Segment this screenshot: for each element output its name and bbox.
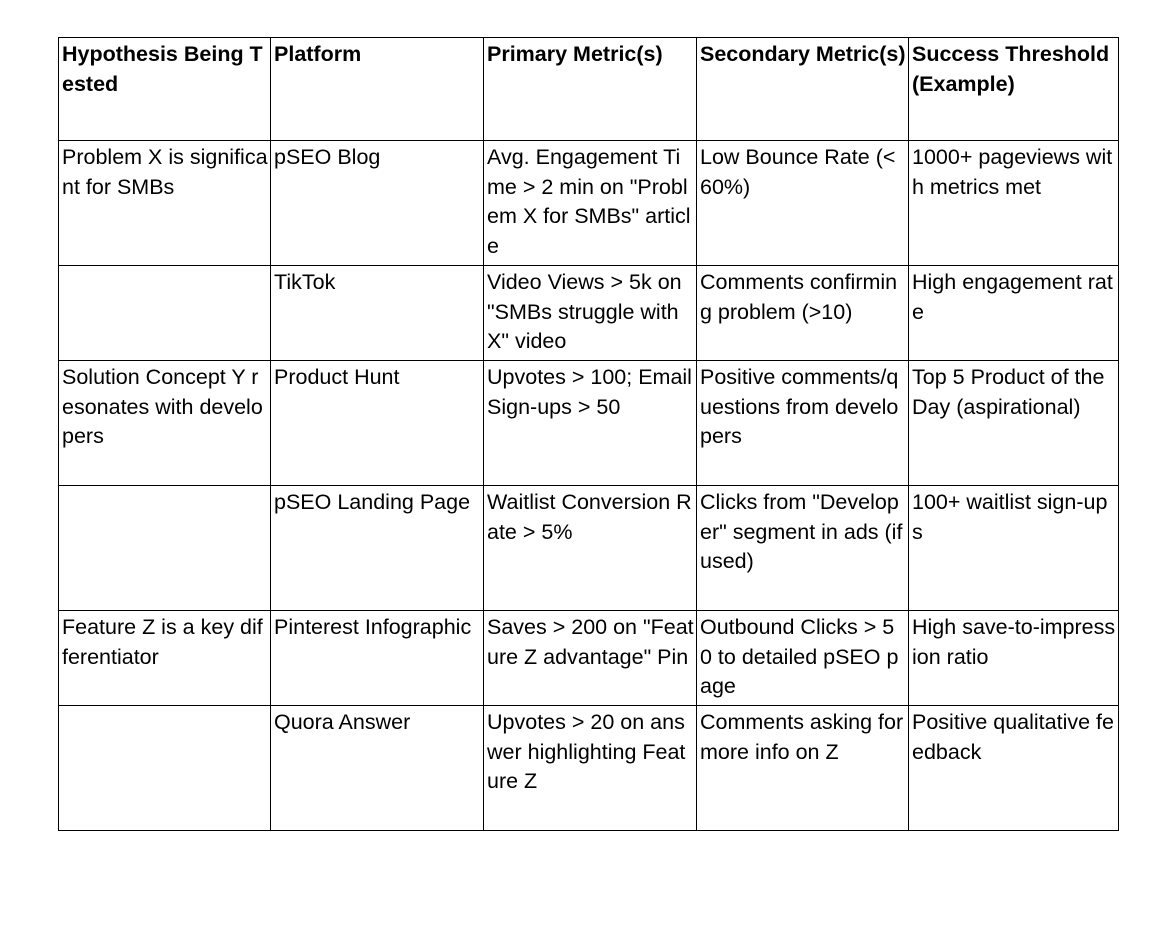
header-primary-metrics: Primary Metric(s)	[484, 38, 697, 141]
cell-platform: Product Hunt	[271, 361, 484, 486]
cell-hypothesis	[59, 706, 271, 831]
cell-platform: pSEO Blog	[271, 141, 484, 266]
table-row	[59, 706, 1119, 831]
table-header-row	[59, 38, 1119, 141]
cell-secondary-metric: Comments confirming problem (>10)	[697, 266, 909, 361]
cell-success-threshold: Top 5 Product of the Day (aspirational)	[909, 361, 1119, 486]
cell-secondary-metric: Low Bounce Rate (<60%)	[697, 141, 909, 266]
cell-platform: pSEO Landing Page	[271, 486, 484, 611]
cell-success-threshold: 100+ waitlist sign-ups	[909, 486, 1119, 611]
header-platform: Platform	[271, 38, 484, 141]
table-row	[59, 361, 1119, 486]
cell-hypothesis: Solution Concept Y resonates with developers	[59, 361, 271, 486]
cell-primary-metric: Upvotes > 20 on answer highlighting Feature Z	[484, 706, 697, 831]
cell-hypothesis	[59, 486, 271, 611]
cell-platform: Quora Answer	[271, 706, 484, 831]
cell-secondary-metric: Outbound Clicks > 50 to detailed pSEO page	[697, 611, 909, 706]
cell-secondary-metric: Clicks from "Developer" segment in ads (if used)	[697, 486, 909, 611]
table-row	[59, 266, 1119, 361]
cell-hypothesis: Problem X is significant for SMBs	[59, 141, 271, 266]
cell-success-threshold: Positive qualitative feedback	[909, 706, 1119, 831]
header-hypothesis: Hypothesis Being Tested	[59, 38, 271, 141]
cell-primary-metric: Saves > 200 on "Feature Z advantage" Pin	[484, 611, 697, 706]
cell-success-threshold: High engagement rate	[909, 266, 1119, 361]
table-row	[59, 141, 1119, 266]
hypothesis-testing-table	[58, 37, 1119, 831]
cell-secondary-metric: Comments asking for more info on Z	[697, 706, 909, 831]
cell-success-threshold: High save-to-impression ratio	[909, 611, 1119, 706]
table-row	[59, 486, 1119, 611]
cell-hypothesis	[59, 266, 271, 361]
cell-hypothesis: Feature Z is a key differentiator	[59, 611, 271, 706]
cell-primary-metric: Waitlist Conversion Rate > 5%	[484, 486, 697, 611]
cell-primary-metric: Video Views > 5k on "SMBs struggle with X" video	[484, 266, 697, 361]
cell-success-threshold: 1000+ pageviews with metrics met	[909, 141, 1119, 266]
header-secondary-metrics: Secondary Metric(s)	[697, 38, 909, 141]
cell-primary-metric: Avg. Engagement Time > 2 min on "Problem X for SMBs" article	[484, 141, 697, 266]
table-container	[58, 37, 1119, 831]
cell-primary-metric: Upvotes > 100; Email Sign-ups > 50	[484, 361, 697, 486]
cell-platform: TikTok	[271, 266, 484, 361]
table-row	[59, 611, 1119, 706]
header-success-threshold: Success Threshold (Example)	[909, 38, 1119, 141]
cell-platform: Pinterest Infographic	[271, 611, 484, 706]
cell-secondary-metric: Positive comments/questions from developers	[697, 361, 909, 486]
